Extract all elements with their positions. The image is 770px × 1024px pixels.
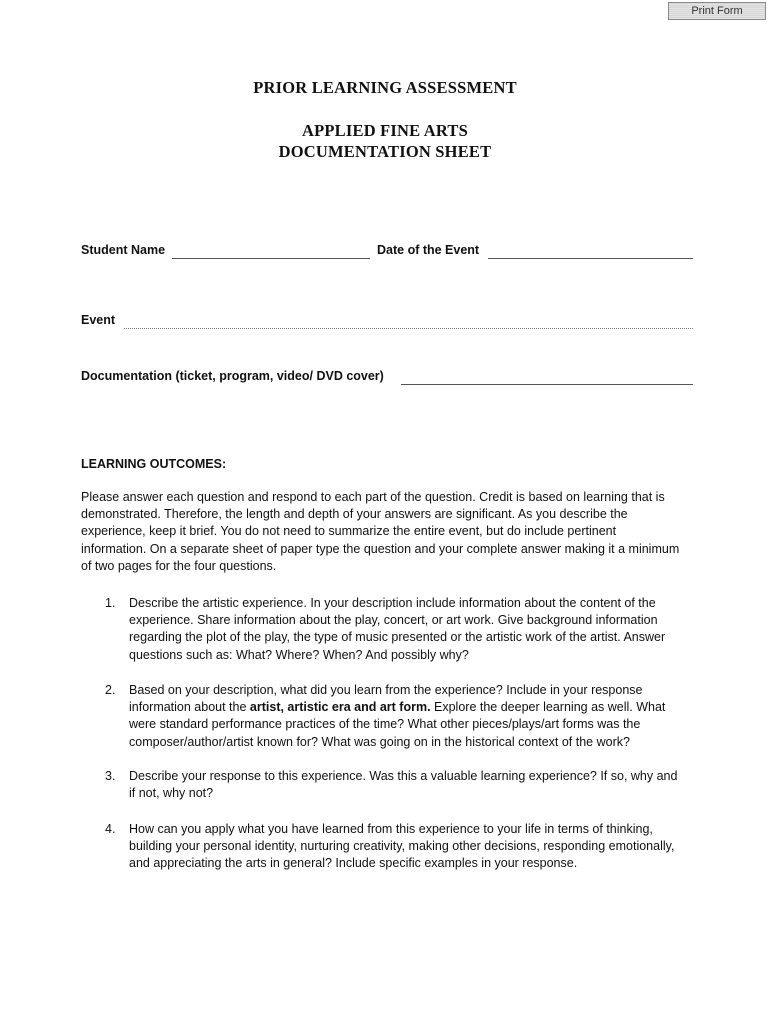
event-field[interactable] — [124, 315, 693, 329]
date-of-event-label: Date of the Event — [377, 243, 480, 257]
date-of-event-field[interactable] — [488, 245, 693, 259]
question-text-part: Explore the deeper learning as well. What were standard performance practices of the time? What other pieces/plays/art forms was the composer/author/artist known for? What was going on in the historical context of the work? — [129, 700, 666, 749]
event-label: Event — [81, 313, 116, 327]
student-name-field[interactable] — [172, 245, 370, 259]
question-number: 2. — [105, 683, 116, 697]
question-text-emphasis: artist, artistic era and art form. — [249, 700, 431, 715]
question-text — [129, 682, 685, 751]
question-number: 1. — [105, 596, 116, 610]
question-text: Describe the artistic experience. In your description include information about the content of the experience. Share information about the play, concert, or art work. Give background information regarding the plot of the play, the type of music presented or the artistic work of the artist. Answer questions such as: What? Where? When? And possibly why? — [129, 596, 666, 662]
form-subtitle-line2: DOCUMENTATION SHEET — [278, 142, 492, 161]
documentation-field[interactable] — [401, 371, 693, 385]
student-name-label: Student Name — [81, 243, 166, 257]
print-form-button[interactable]: Print Form — [668, 2, 766, 20]
question-text-part: Based on your description, what did you learn from the experience? Include in your response information about the — [129, 683, 643, 715]
instructions-paragraph: Please answer each question and respond to each part of the question. Credit is based on learning that is demonstrated. Therefore, the length and depth of your answers are significant. As you describe the experience, keep it brief. You do not need to summarize the entire event, but do include pertinent information. On a separate sheet of paper type the question and your complete answer making it a minimum of two pages for the four questions. — [81, 490, 680, 573]
form-subtitle-line1: APPLIED FINE ARTS — [301, 121, 468, 140]
form-title: PRIOR LEARNING ASSESSMENT — [253, 78, 517, 97]
question-number: 4. — [105, 822, 116, 836]
question-number: 3. — [105, 769, 116, 783]
question-text: How can you apply what you have learned from this experience to your life in terms of thinking, building your personal identity, nurturing creativity, making other decisions, responding emotionally, and appreciating the arts in general? Include specific examples in your response. — [129, 822, 675, 871]
question-text: Describe your response to this experience. Was this a valuable learning experience? If so, why and if not, why not? — [129, 769, 678, 801]
documentation-label: Documentation (ticket, program, video/ DVD cover) — [81, 369, 384, 383]
learning-outcomes-heading: LEARNING OUTCOMES: — [81, 457, 227, 471]
